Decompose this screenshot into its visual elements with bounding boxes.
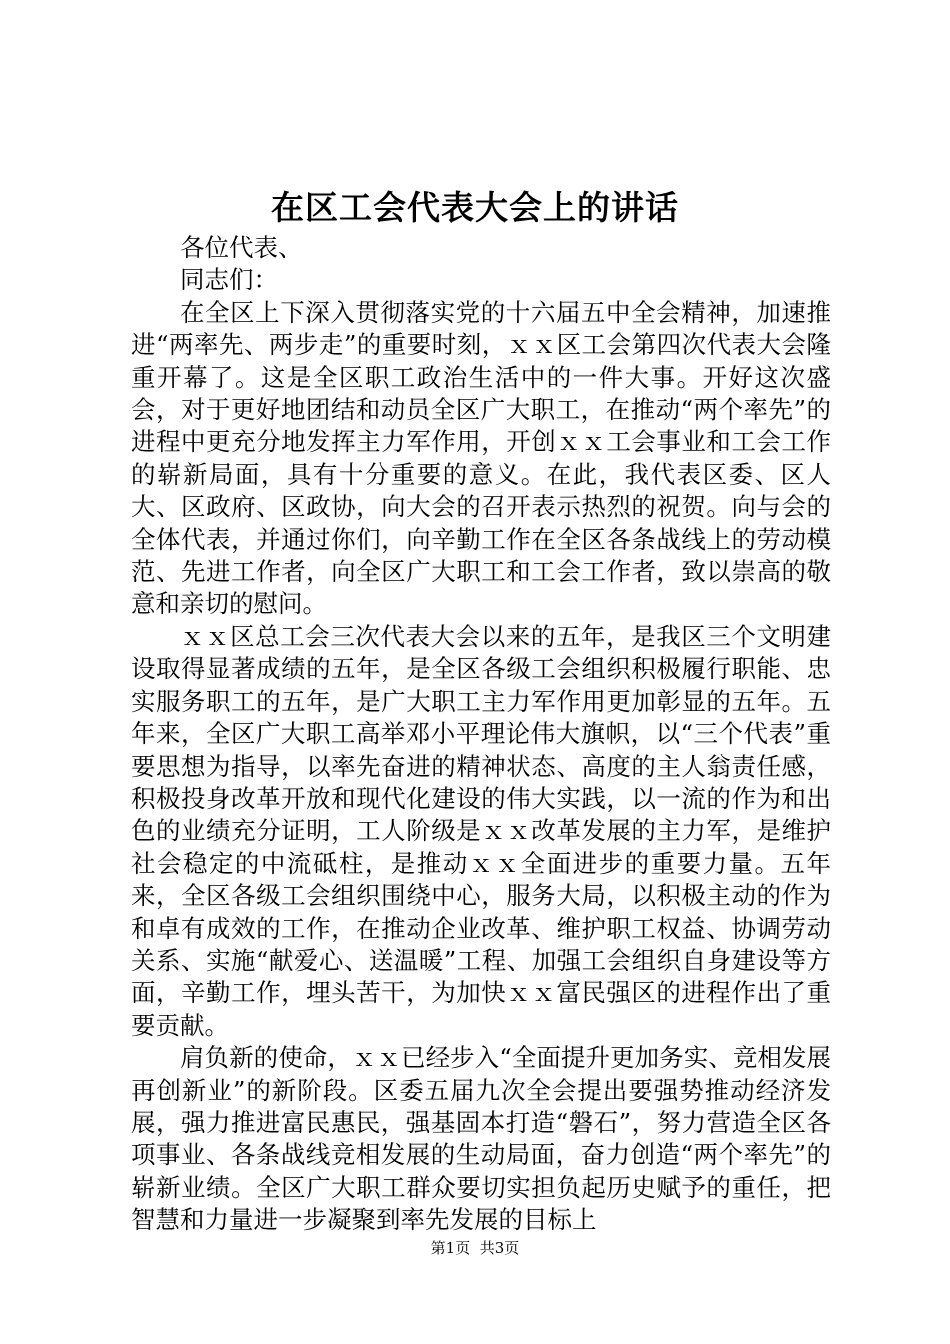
page-number: 第1页 xyxy=(430,1239,471,1257)
paragraph-five-years: ｘｘ区总工会三次代表大会以来的五年，是我区三个文明建设取得显著成绩的五年，是全区各级工会组织积极履行职能、忠实服务职工的五年，是广大职工主力军作用更加彰显的五年。五年来，全区广大职工高举邓小平理论伟大旗帜，以“三个代表”重要思想为指导，以率先奋进的精神状态、高度的主人翁责任感，积极投身改革开放和现代化建设的伟大实践，以一流的作为和出色的业绩充分证明，工人阶级是ｘｘ改革发展的主力军，是维护社会稳定的中流砥柱，是推动ｘｘ全面进步的重要力量。五年来，全区各级工会组织围绕中心，服务大局，以积极主动的作为和卓有成效的工作，在推动企业改革、维护职工权益、协调劳动关系、实施“献爱心、送温暖”工程、加强工会组织自身建设等方面，辛勤工作，埋头苦干，为加快ｘｘ富民强区的进程作出了重要贡献。 xyxy=(131,621,831,1040)
page-total: 共3页 xyxy=(479,1239,520,1257)
paragraph-opening: 在全区上下深入贯彻落实党的十六届五中全会精神，加速推进“两率先、两步走”的重要时刻，ｘｘ区工会第四次代表大会隆重开幕了。这是全区职工政治生活中的一件大事。开好这次盛会，对于更好地团结和动员全区广大职工，在推动“两个率先”的进程中更充分地发挥主力军作用，开创ｘｘ工会事业和工会工作的崭新局面，具有十分重要的意义。在此，我代表区委、区人大、区政府、区政协，向大会的召开表示热烈的祝贺。向与会的全体代表，并通过你们，向辛勤工作在全区各条战线上的劳动模范、先进工作者，向全区广大职工和工会工作者，致以崇高的敬意和亲切的慰问。 xyxy=(131,297,831,619)
salutation-comrades: 同志们： xyxy=(180,265,278,295)
document-body xyxy=(131,232,831,1237)
salutation-delegates: 各位代表、 xyxy=(180,233,303,262)
paragraph-new-mission: 肩负新的使命，ｘｘ已经步入“全面提升更加务实、竞相发展再创新业”的新阶段。区委五届九次全会提出要强势推动经济发展，强力推进富民惠民，强基固本打造“磐石”，努力营造全区各项事业、各条战线竞相发展的生动局面，奋力创造“两个率先”的崭新业绩。全区广大职工群众要切实担负起历史赋予的重任，把智慧和力量进一步凝聚到率先发展的目标上 xyxy=(131,1043,831,1235)
page-footer xyxy=(0,1238,950,1258)
document-title: 在区工会代表大会上的讲话 xyxy=(271,188,679,227)
